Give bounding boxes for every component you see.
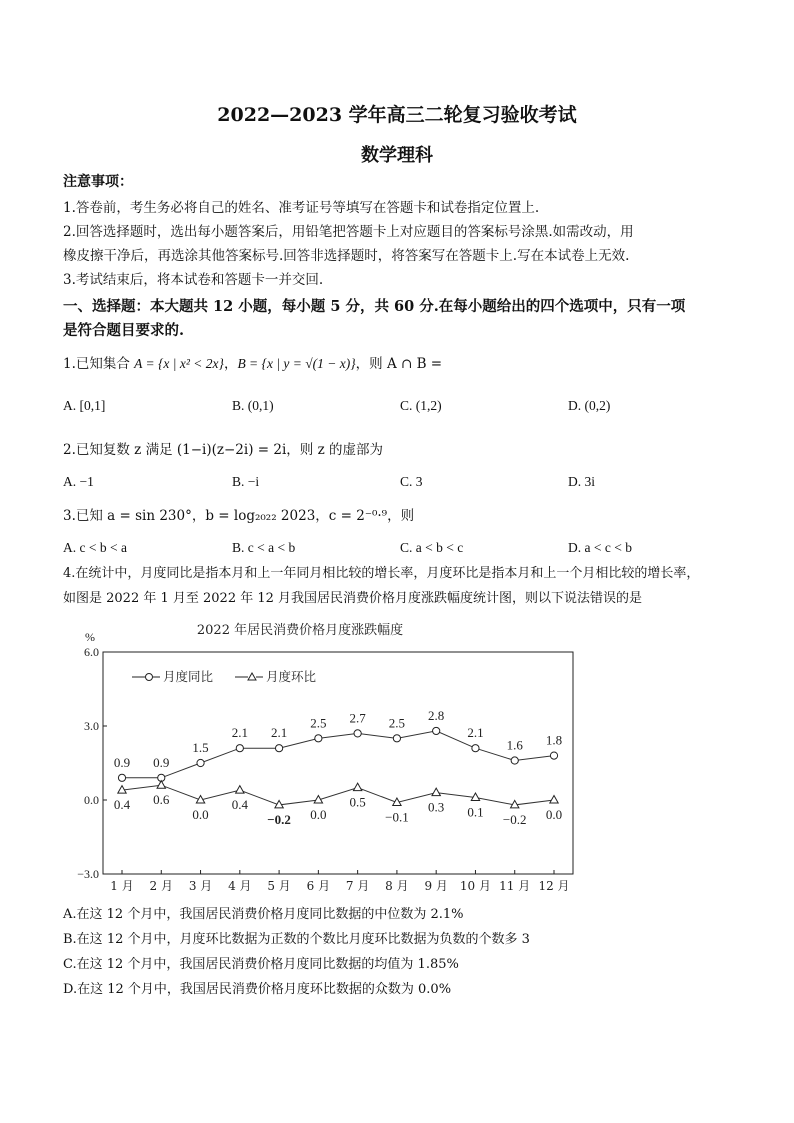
data-label-mom: 0.1 — [467, 804, 484, 820]
question-2-option-a: A. −1 — [63, 474, 94, 489]
question-3-stem: 3.已知 a = sin 230°，b = log₂₀₂₂ 2023，c = 2⁻⁰·⁹，则 — [63, 508, 415, 524]
point-mom — [157, 781, 165, 789]
point-mom — [353, 783, 361, 791]
x-tick-label: 5 月 — [267, 879, 291, 893]
question-3-option-b: B. c < a < b — [232, 540, 296, 555]
x-axis-ticks — [110, 870, 569, 893]
notice-heading: 注意事项： — [63, 174, 133, 190]
section-heading-line2: 是符合题目要求的. — [63, 322, 185, 339]
data-label-yoy: 0.9 — [113, 754, 131, 770]
section-heading-line1: 一、选择题：本大题共 12 小题，每小题 5 分，共 60 分.在每小题给出的四个选项中，只有一项 — [63, 298, 686, 315]
data-label-mom: 0.0 — [545, 807, 563, 822]
notice-item-2: 2.回答选择题时，选出每小题答案后，用铅笔把答题卡上对应题目的答案标号涂黑.如需改动，用 — [63, 224, 634, 240]
data-label-mom: −0.1 — [385, 809, 409, 825]
point-mom — [432, 788, 440, 796]
point-yoy — [393, 735, 400, 742]
question-1-set-b: B = {x | y = √(1 − x)} — [237, 356, 356, 371]
question-1-sep: ， — [223, 356, 238, 372]
data-label-yoy: 1.8 — [545, 732, 563, 748]
question-1-set-a: A = {x | x² < 2x} — [134, 356, 224, 371]
y-tick-label: 0.0 — [84, 793, 99, 807]
question-4-option-c: C.在这 12 个月中，我国居民消费价格月度同比数据的均值为 1.85% — [63, 957, 459, 972]
x-tick-label: 2 月 — [149, 879, 173, 893]
data-label-yoy: 2.1 — [231, 725, 248, 741]
point-yoy — [433, 727, 440, 734]
exam-title: 2022—2023 学年高三二轮复习验收考试 — [217, 104, 577, 126]
point-yoy — [511, 757, 518, 764]
data-label-yoy: 2.1 — [270, 725, 288, 741]
x-tick-label: 12 月 — [538, 879, 570, 893]
question-2-option-c: C. 3 — [400, 474, 423, 489]
data-label-yoy: 1.5 — [192, 740, 209, 755]
question-4-option-a: A.在这 12 个月中，我国居民消费价格月度同比数据的中位数为 2.1% — [63, 907, 464, 922]
data-label-mom: −0.2 — [267, 811, 291, 827]
question-1-lead: 1.已知集合 — [63, 356, 135, 372]
point-yoy — [315, 735, 322, 742]
cpi-line-chart — [60, 615, 580, 895]
x-tick-label: 10 月 — [459, 879, 492, 893]
legend-marker-yoy — [146, 674, 153, 681]
chart-legend — [132, 669, 317, 684]
data-label-yoy: 2.8 — [428, 707, 445, 723]
question-2-option-b: B. −i — [232, 474, 260, 489]
series-line-yoy — [122, 731, 554, 778]
x-tick-label: 6 月 — [306, 879, 331, 893]
chart-series — [114, 708, 562, 827]
plot-frame — [103, 652, 573, 874]
data-label-yoy: 2.5 — [388, 715, 406, 731]
point-yoy — [354, 730, 361, 737]
question-1-option-d: D. (0,2) — [568, 398, 611, 413]
y-axis-unit: % — [85, 630, 95, 644]
data-label-mom: 0.0 — [192, 807, 209, 822]
notice-item-3: 3.考试结束后，将本试卷和答题卡一并交回. — [63, 272, 324, 288]
question-2-option-d: D. 3i — [568, 474, 595, 489]
x-tick-label: 11 月 — [499, 879, 531, 893]
question-4-option-b: B.在这 12 个月中，月度环比数据为正数的个数比月度环比数据为负数的个数多 3 — [63, 932, 530, 947]
question-1-tail: ，则 A ∩ B = — [355, 356, 443, 372]
point-yoy — [236, 745, 243, 752]
question-1-stem — [63, 354, 442, 374]
data-label-mom: 0.4 — [231, 797, 248, 813]
question-3-option-d: D. a < c < b — [568, 540, 632, 555]
data-label-mom: 0.5 — [349, 794, 366, 810]
x-tick-label: 3 月 — [188, 879, 213, 893]
notice-item-2-cont: 橡皮擦干净后，再选涂其他答案标号.回答非选择题时，将答案写在答题卡上.写在本试卷上无效. — [63, 248, 630, 264]
data-label-mom: 0.4 — [113, 797, 131, 813]
question-1-option-c: C. (1,2) — [400, 398, 442, 413]
legend-marker-mom — [248, 673, 256, 680]
question-1-option-a: A. [0,1] — [63, 398, 106, 413]
x-tick-label: 8 月 — [385, 879, 409, 893]
question-3-option-c: C. a < b < c — [400, 540, 464, 555]
notice-item-1: 1.答卷前，考生务必将自己的姓名、准考证号等填写在答题卡和试卷指定位置上. — [63, 200, 540, 216]
question-4-stem-line1: 4.在统计中，月度同比是指本月和上一年同月相比较的增长率，月度环比是指本月和上一个月相比较的增长率， — [63, 566, 700, 581]
data-label-yoy: 1.6 — [506, 737, 523, 753]
question-1-option-b: B. (0,1) — [232, 398, 274, 413]
point-mom — [550, 796, 558, 804]
data-label-mom: 0.0 — [310, 807, 327, 822]
question-4-stem-line2: 如图是 2022 年 1 月至 2022 年 12 月我国居民消费价格月度涨跌幅度统计图，则以下说法错误的是 — [63, 591, 643, 606]
y-tick-label: 3.0 — [84, 719, 99, 733]
point-yoy — [550, 752, 557, 759]
point-yoy — [118, 774, 125, 781]
question-2-stem: 2.已知复数 z 满足 (1−i)(z−2i) = 2i，则 z 的虚部为 — [63, 442, 383, 458]
data-label-yoy: 2.7 — [349, 710, 366, 726]
y-tick-label: −3.0 — [77, 867, 99, 881]
x-tick-label: 9 月 — [424, 879, 448, 893]
point-yoy — [275, 745, 282, 752]
exam-subject: 数学理科 — [361, 145, 433, 166]
point-mom — [236, 786, 244, 794]
y-tick-label: 6.0 — [84, 645, 99, 659]
point-yoy — [197, 759, 204, 766]
data-label-mom: −0.2 — [502, 811, 527, 827]
point-yoy — [472, 745, 479, 752]
data-label-yoy: 2.5 — [310, 715, 327, 731]
x-tick-label: 7 月 — [345, 879, 370, 893]
legend-label-yoy: 月度同比 — [163, 669, 214, 684]
question-3-option-a: A. c < b < a — [63, 540, 127, 555]
legend-label-mom: 月度环比 — [266, 669, 317, 684]
chart-title: 2022 年居民消费价格月度涨跌幅度 — [196, 623, 404, 638]
data-label-mom: 0.3 — [428, 799, 445, 815]
data-label-yoy: 0.9 — [153, 754, 170, 770]
x-tick-label: 1 月 — [110, 879, 134, 893]
data-label-mom: 0.6 — [153, 792, 170, 808]
x-tick-label: 4 月 — [228, 879, 252, 893]
data-label-yoy: 2.1 — [467, 725, 484, 741]
question-4-option-d: D.在这 12 个月中，我国居民消费价格月度环比数据的众数为 0.0% — [63, 982, 452, 997]
